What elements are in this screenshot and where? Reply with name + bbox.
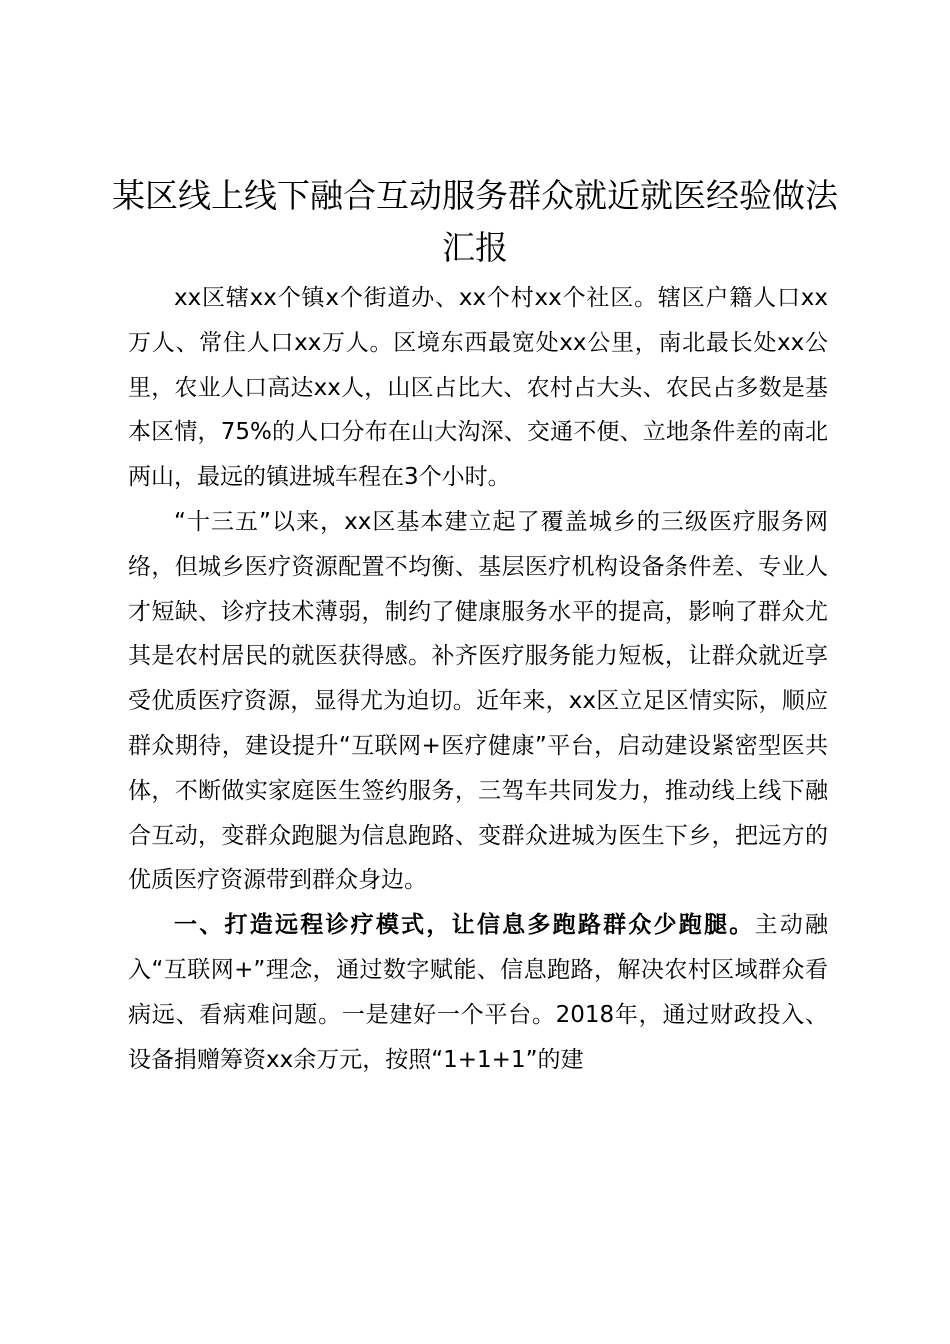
paragraph-2: [128, 500, 828, 903]
document-body: [128, 276, 828, 1082]
section-heading-1: 一、打造远程诊疗模式，让信息多跑路群众少跑腿。: [174, 912, 755, 939]
paragraph-3: [128, 903, 828, 1082]
paragraph-1-text: xx区辖xx个镇x个街道办、xx个村xx个社区。辖区户籍人口xx万人、常住人口xx万人。区境东西最宽处xx公里，南北最长处xx公里，农业人口高达xx人，山区占比大、农村占大头、农民占多数是基本区情，75%的人口分布在山大沟深、交通不便、立地条件差的南北两山，最远的镇进城车程在3个小时。: [128, 285, 828, 491]
paragraph-3-text: 主动融入“互联网+”理念，通过数字赋能、信息跑路，解决农村区域群众看病远、看病难问题。一是建好一个平台。2018年，通过财政投入、设备捐赠筹资xx余万元，按照“1+1+1”的建: [128, 912, 829, 1073]
paragraph-2-text: “十三五”以来，xx区基本建立起了覆盖城乡的三级医疗服务网络，但城乡医疗资源配置不均衡、基层医疗机构设备条件差、专业人才短缺、诊疗技术薄弱，制约了健康服务水平的提高，影响了群众尤其是农村居民的就医获得感。补齐医疗服务能力短板，让群众就近享受优质医疗资源，显得尤为迫切。近年来，xx区立足区情实际，顺应群众期待，建设提升“互联网+医疗健康”平台，启动建设紧密型医共体，不断做实家庭医生签约服务，三驾车共同发力，推动线上线下融合互动，变群众跑腿为信息跑路、变群众进城为医生下乡，把远方的优质医疗资源带到群众身边。: [128, 508, 828, 894]
document-title: 某区线上线下融合互动服务群众就近就医经验做法汇报: [112, 176, 838, 267]
paragraph-1: [128, 276, 828, 500]
